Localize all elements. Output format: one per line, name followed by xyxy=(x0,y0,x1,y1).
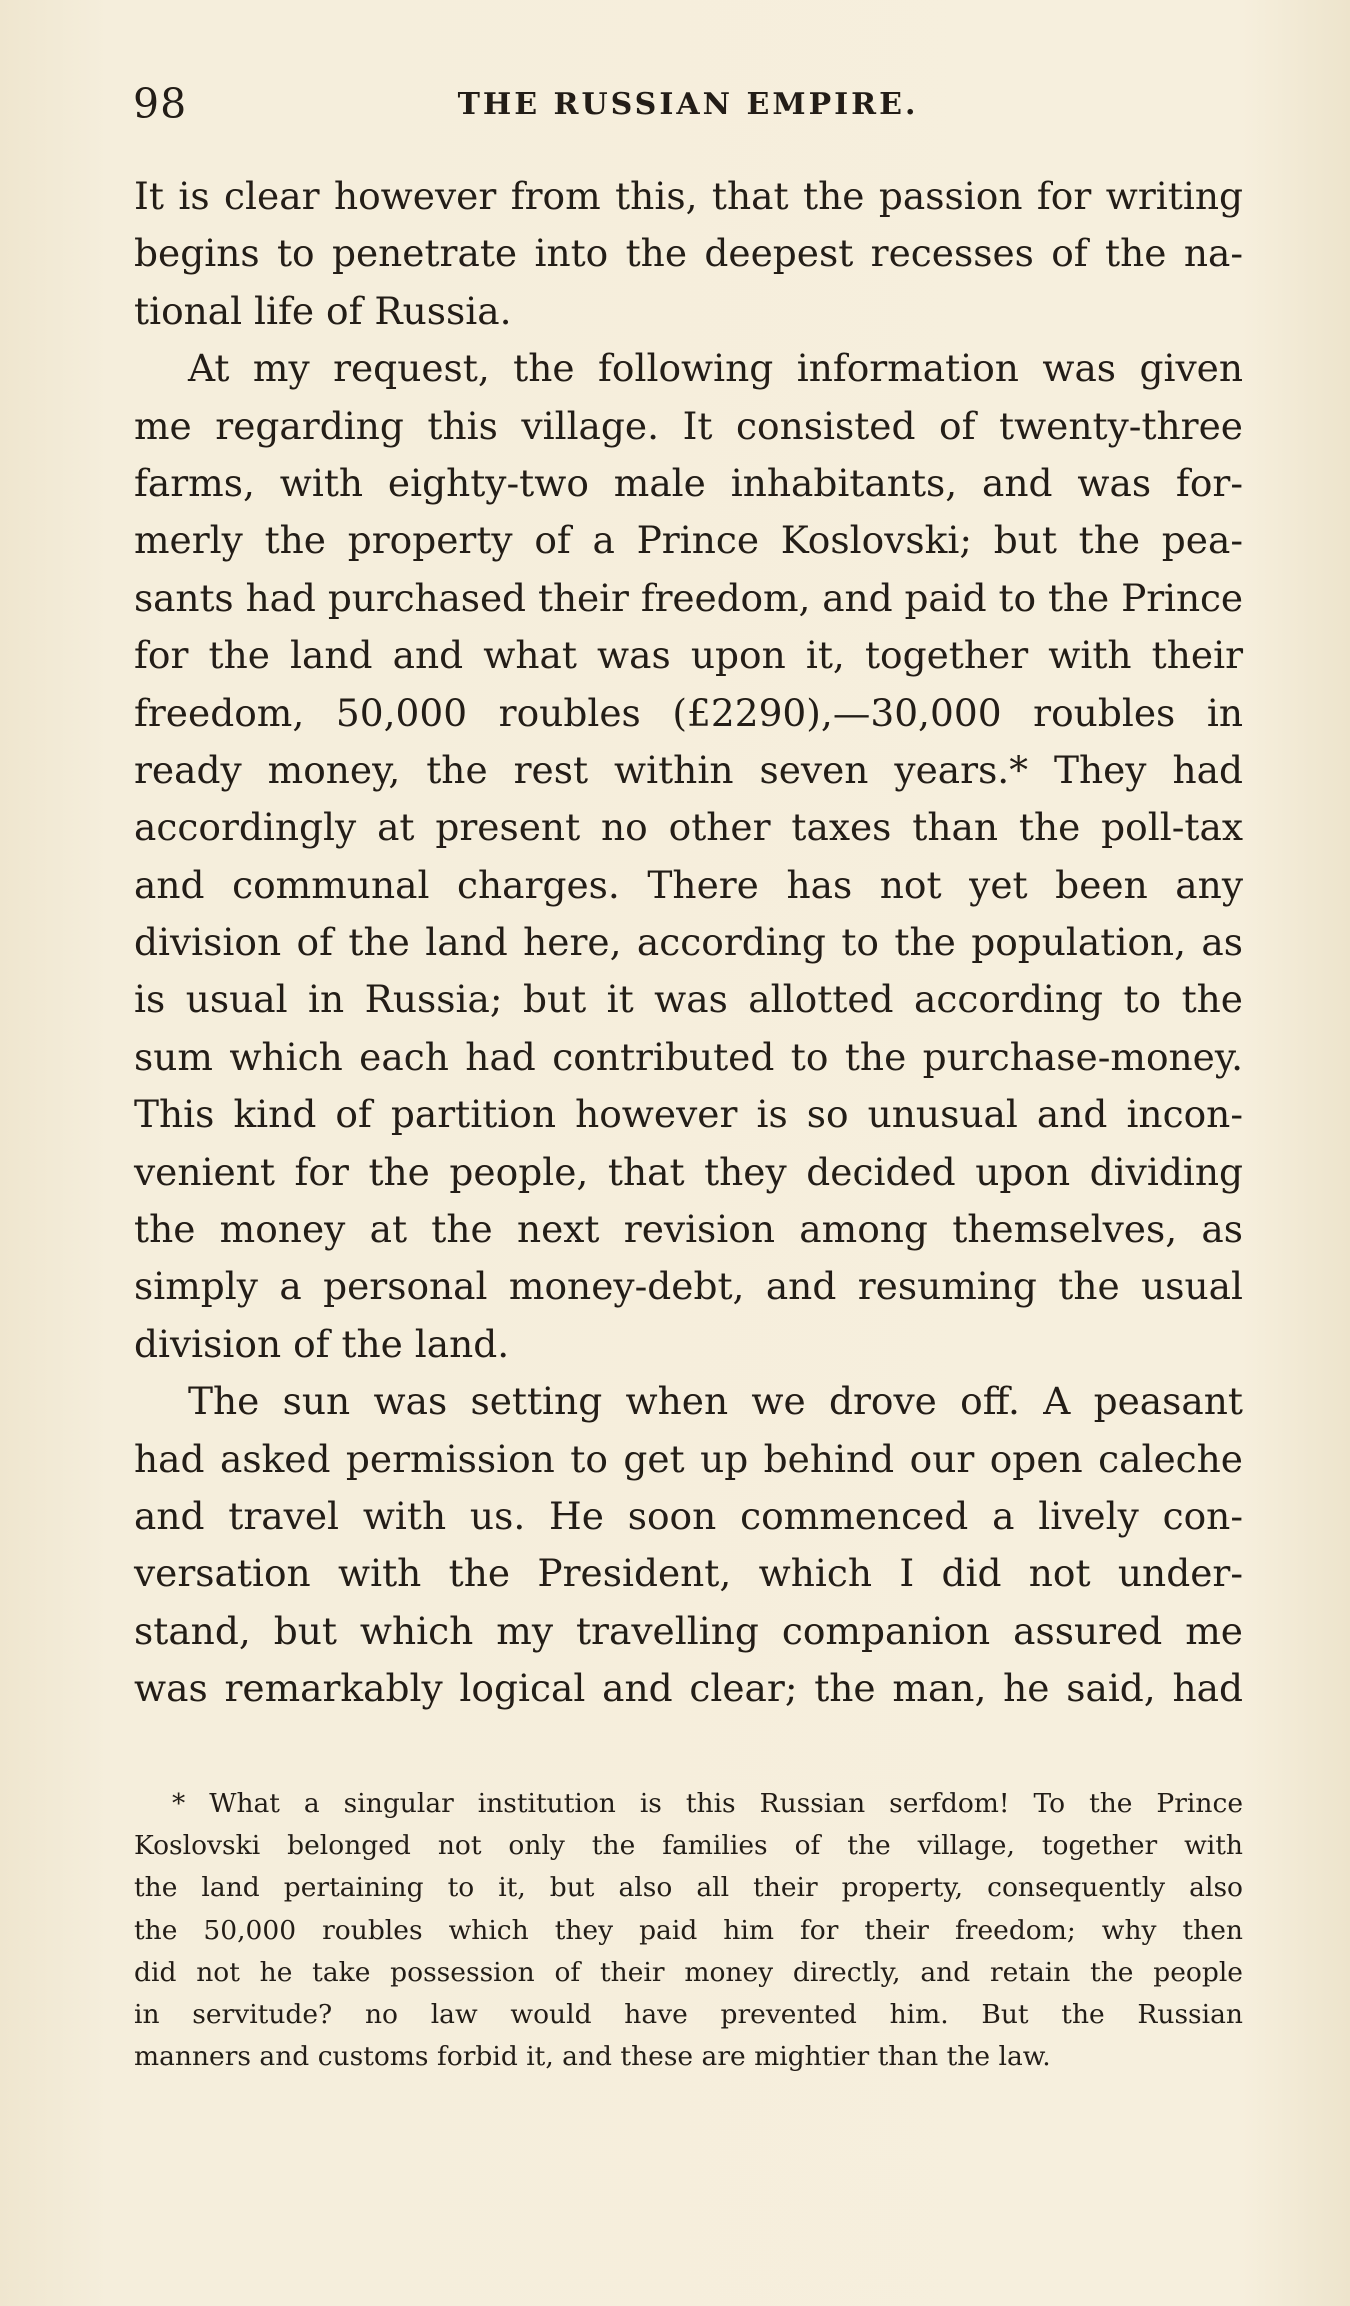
footnote-line: the land pertaining to it, but also all their property, consequently also xyxy=(134,1872,1243,1904)
body-line: sum which each had contributed to the purchase-money. xyxy=(134,1034,1243,1079)
body-line: simply a personal money-debt, and resuming the usual xyxy=(134,1264,1243,1309)
body-line: me regarding this village. It consisted of twenty-three xyxy=(134,403,1243,448)
body-line: division of the land here, according to the population, as xyxy=(134,920,1243,965)
body-line: farms, with eighty-two male inhabitants, and was for- xyxy=(134,460,1243,505)
footnote-line: in servitude? no law would have prevented him. But the Russian xyxy=(134,1998,1243,2030)
body-line: accordingly at present no other taxes than the poll-tax xyxy=(134,805,1243,850)
body-line: stand, but which my travelling companion assured me xyxy=(134,1608,1243,1653)
footnote xyxy=(134,1783,1243,2078)
body-line: for the land and what was upon it, together with their xyxy=(134,633,1243,678)
footnote-line: manners and customs forbid it, and these are mightier than the law. xyxy=(134,2041,1051,2073)
footnote-line: Koslovski belonged not only the families of the village, together with xyxy=(134,1830,1243,1862)
body-line: venient for the people, that they decided upon dividing xyxy=(134,1149,1243,1194)
body-line: sants had purchased their freedom, and paid to the Prince xyxy=(134,575,1243,620)
body-text xyxy=(134,168,1243,1718)
body-line: is usual in Russia; but it was allotted according to the xyxy=(134,977,1243,1022)
body-line: tional life of Russia. xyxy=(134,288,512,333)
body-line: At my request, the following information was given xyxy=(188,346,1243,391)
body-line: This kind of partition however is so unusual and incon- xyxy=(134,1092,1243,1137)
running-title: THE RUSSIAN EMPIRE. xyxy=(457,87,919,122)
page-number: 98 xyxy=(133,80,188,128)
body-line: begins to penetrate into the deepest recesses of the na- xyxy=(134,231,1243,276)
body-line: The sun was setting when we drove off. A peasant xyxy=(188,1379,1243,1424)
footnote-line: * What a singular institution is this Russian serfdom! To the Prince xyxy=(172,1788,1243,1819)
page-header xyxy=(133,74,1243,134)
footnote-line: did not he take possession of their money directly, and retain the people xyxy=(134,1956,1243,1988)
footnote-line: the 50,000 roubles which they paid him for their freedom; why then xyxy=(134,1914,1243,1946)
body-line: was remarkably logical and clear; the man, he said, had xyxy=(134,1666,1243,1711)
body-line: ready money, the rest within seven years.* They had xyxy=(134,747,1243,792)
body-line: and travel with us. He soon commenced a lively con- xyxy=(134,1493,1243,1538)
body-line: had asked permission to get up behind our open caleche xyxy=(134,1436,1243,1481)
body-line: freedom, 50,000 roubles (£2290),—30,000 roubles in xyxy=(134,690,1243,735)
body-line: and communal charges. There has not yet been any xyxy=(134,862,1243,907)
body-line: merly the property of a Prince Koslovski; but the pea- xyxy=(134,518,1243,563)
body-line: versation with the President, which I did not under- xyxy=(134,1551,1243,1596)
body-line: the money at the next revision among themselves, as xyxy=(134,1207,1243,1252)
body-line: It is clear however from this, that the passion for writing xyxy=(134,174,1243,218)
body-line: division of the land. xyxy=(134,1321,510,1366)
